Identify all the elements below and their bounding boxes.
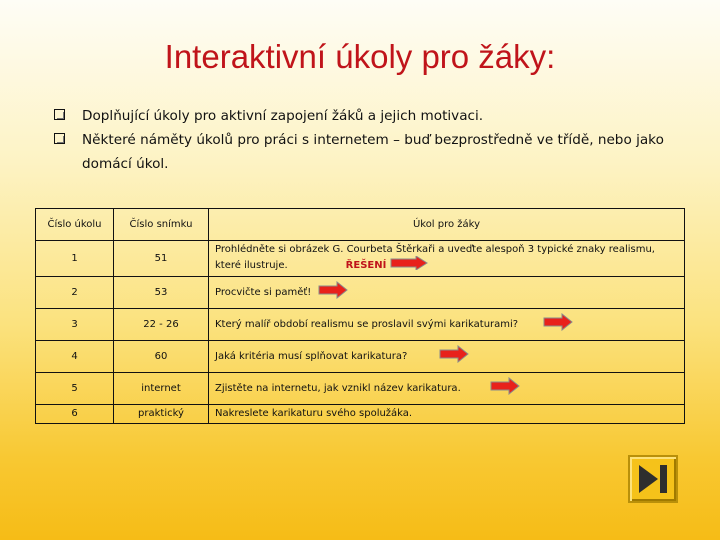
bullet-item bbox=[52, 104, 692, 128]
task-text: Prohlédněte si obrázek G. Courbeta Štěrkaři a uveďte alespoň 3 typické znaky realismu, které ilustruje. bbox=[215, 244, 655, 271]
task-number: 3 bbox=[36, 308, 114, 340]
task-cell bbox=[209, 241, 685, 277]
task-number: 5 bbox=[36, 372, 114, 404]
task-text: Nakreslete karikaturu svého spolužáka. bbox=[215, 408, 413, 420]
right-arrow-icon[interactable] bbox=[390, 256, 428, 274]
slide-number: praktický bbox=[114, 404, 209, 423]
task-number: 1 bbox=[36, 241, 114, 277]
task-cell bbox=[209, 372, 685, 404]
task-number: 2 bbox=[36, 277, 114, 309]
task-text: Jaká kritéria musí splňovat karikatura? bbox=[215, 351, 408, 363]
slide-number: 22 - 26 bbox=[114, 308, 209, 340]
table-row bbox=[36, 241, 685, 277]
bullet-list bbox=[52, 104, 692, 176]
header-task-number: Číslo úkolu bbox=[36, 209, 114, 241]
header-slide-number: Číslo snímku bbox=[114, 209, 209, 241]
bullet-item bbox=[52, 128, 692, 176]
task-text: Zjistěte na internetu, jak vznikl název karikatura. bbox=[215, 383, 461, 395]
table-row bbox=[36, 404, 685, 423]
slide-number: 53 bbox=[114, 277, 209, 309]
page-title: Interaktivní úkoly pro žáky: bbox=[164, 38, 556, 75]
slide-number: 51 bbox=[114, 241, 209, 277]
right-arrow-icon[interactable] bbox=[439, 345, 469, 367]
bullet-text: Některé náměty úkolů pro práci s internetem – buď bezprostředně ve třídě, nebo jako domácí úkol. bbox=[82, 132, 664, 172]
task-text: Který malíř období realismu se proslavil svými karikaturami? bbox=[215, 319, 519, 331]
right-arrow-icon[interactable] bbox=[543, 313, 573, 335]
table-row bbox=[36, 308, 685, 340]
slide-number: internet bbox=[114, 372, 209, 404]
checkbox-bullet-icon bbox=[54, 133, 65, 144]
table-row bbox=[36, 372, 685, 404]
table-row bbox=[36, 340, 685, 372]
next-end-button[interactable] bbox=[628, 455, 678, 503]
bullet-text: Doplňující úkoly pro aktivní zapojení žáků a jejich motivaci. bbox=[82, 108, 484, 124]
right-arrow-icon[interactable] bbox=[490, 377, 520, 399]
slide-number: 60 bbox=[114, 340, 209, 372]
table-header-row bbox=[36, 209, 685, 241]
task-cell bbox=[209, 404, 685, 423]
task-text: Procvičte si paměť! bbox=[215, 287, 312, 299]
header-task: Úkol pro žáky bbox=[209, 209, 685, 241]
task-cell bbox=[209, 277, 685, 309]
task-number: 6 bbox=[36, 404, 114, 423]
solution-link[interactable]: ŘEŠENÍ bbox=[345, 260, 387, 271]
task-cell bbox=[209, 308, 685, 340]
table-row bbox=[36, 277, 685, 309]
task-table bbox=[35, 208, 685, 424]
right-arrow-icon[interactable] bbox=[318, 281, 348, 303]
checkbox-bullet-icon bbox=[54, 109, 65, 120]
task-cell bbox=[209, 340, 685, 372]
task-number: 4 bbox=[36, 340, 114, 372]
next-end-icon bbox=[636, 463, 670, 495]
